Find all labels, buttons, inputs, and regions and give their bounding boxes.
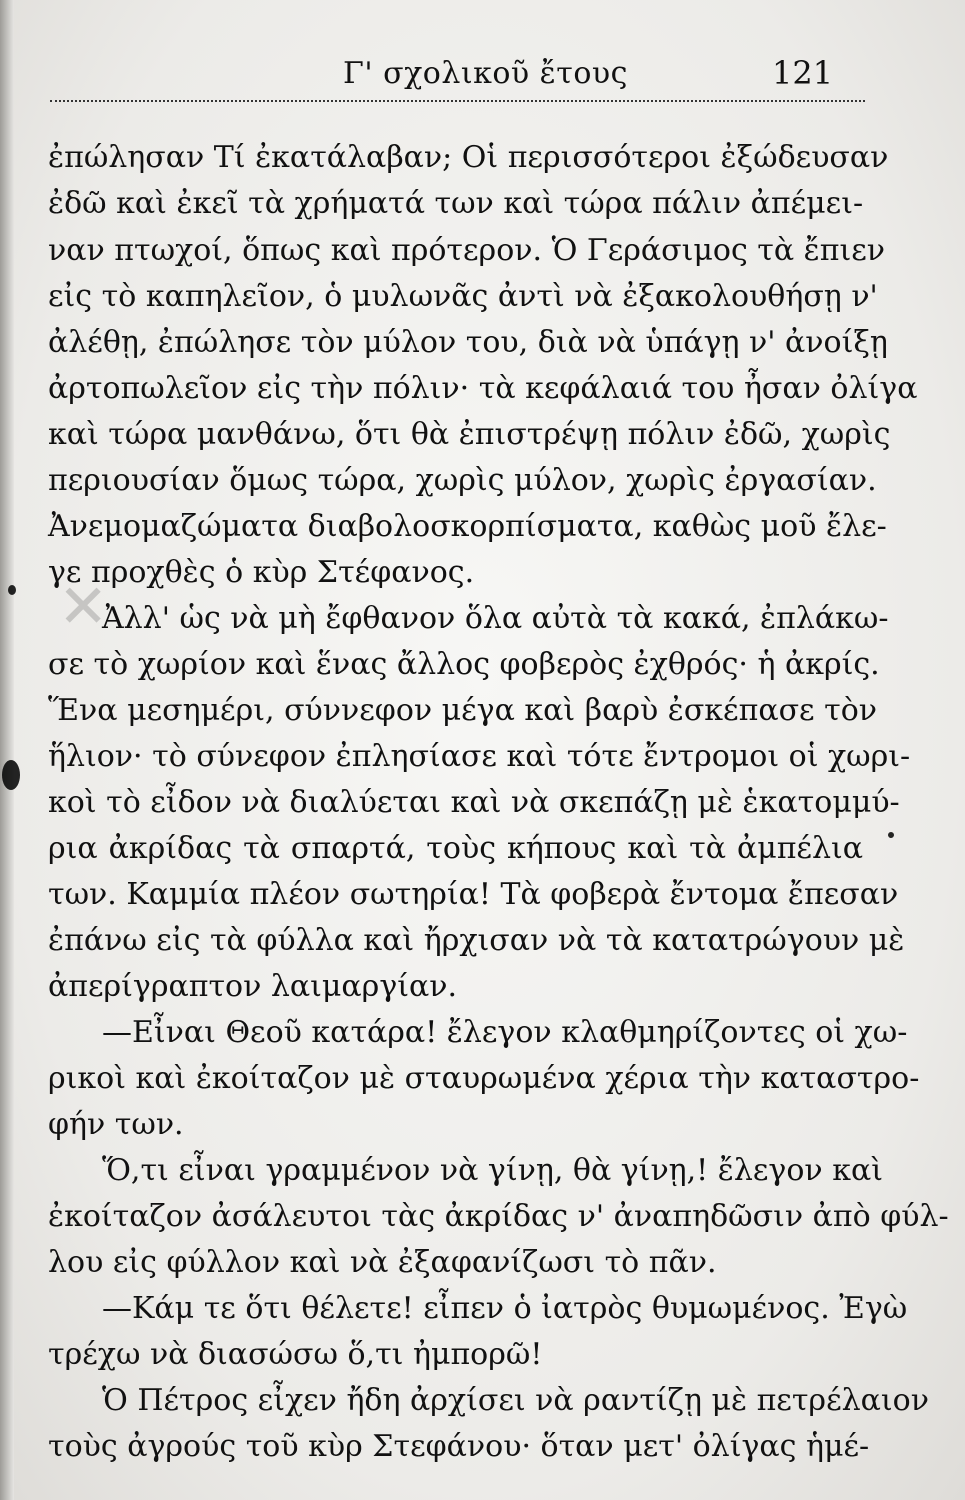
text-line: τοὺς ἀγρούς τοῦ κὺρ Στεφάνου· ὅταν μετ' ὀλίγας ἡμέ-: [48, 1429, 870, 1464]
ink-dot: [8, 585, 16, 595]
ink-smudge: [2, 760, 20, 790]
text-line: ρια ἀκρίδας τὰ σπαρτά, τοὺς κήπους καὶ τὰ ἀμπέλια: [48, 831, 863, 866]
text-line: τρέχω νὰ διασώσω ὅ,τι ἠμπορῶ!: [48, 1337, 543, 1372]
text-line: κοὶ τὸ εἶδον νὰ διαλύεται καὶ νὰ σκεπάζῃ μὲ ἑκατομμύ-: [48, 785, 900, 820]
text-line: ναν πτωχοί, ὅπως καὶ πρότερον. Ὁ Γεράσιμος τὰ ἔπιεν: [48, 233, 886, 268]
text-line: ἥλιον· τὸ σύνεφον ἐπλησίασε καὶ τότε ἔντρομοι οἱ χωρι-: [48, 739, 911, 774]
text-line: καὶ τώρα μανθάνω, ὅτι θὰ ἐπιστρέψῃ πόλιν ἐδῶ, χωρὶς: [48, 417, 891, 452]
text-line: γε προχθὲς ὁ κὺρ Στέφανος.: [48, 555, 475, 590]
ink-dot: [888, 832, 894, 838]
text-line: Ὅ,τι εἶναι γραμμένον νὰ γίνῃ, θὰ γίνῃ,! ἔλεγον καὶ: [102, 1153, 883, 1188]
text-line: φήν των.: [48, 1107, 184, 1142]
text-line: Ἀλλ' ὡς νὰ μὴ ἔφθανον ὅλα αὐτὰ τὰ κακά, ἐπλάκω-: [102, 601, 889, 636]
text-line: ἐδῶ καὶ ἐκεῖ τὰ χρήματά των καὶ τώρα πάλιν ἀπέμει-: [48, 186, 864, 221]
text-line: ἐπάνω εἰς τὰ φύλλα καὶ ἤρχισαν νὰ τὰ κατατρώγουν μὲ: [48, 923, 905, 958]
text-line: ἀπερίγραπτον λαιμαργίαν.: [48, 969, 458, 1004]
text-line: ρικοὶ καὶ ἐκοίταζον μὲ σταυρωμένα χέρια τὴν καταστρο-: [48, 1061, 920, 1096]
text-line: —Κάμ τε ὅτι θέλετε! εἶπεν ὁ ἰατρὸς θυμωμένος. Ἐγὼ: [102, 1291, 908, 1326]
text-line: Ἕνα μεσημέρι, σύννεφον μέγα καὶ βαρὺ ἐσκέπασε τὸν: [48, 693, 878, 728]
text-line: ἀρτοπωλεῖον εἰς τὴν πόλιν· τὰ κεφάλαιά του ἦσαν ὀλίγα: [48, 371, 918, 406]
text-line: σε τὸ χωρίον καὶ ἕνας ἄλλος φοβερὸς ἐχθρός· ἡ ἀκρίς.: [48, 647, 880, 682]
page-number: 121: [772, 54, 834, 92]
text-line: ἐπώλησαν Τί ἐκατάλαβαν; Οἱ περισσότεροι ἐξώδευσαν: [48, 140, 889, 175]
text-line: Ἀνεμομαζώματα διαβολοσκορπίσματα, καθὼς μοῦ ἔλε-: [48, 509, 887, 544]
text-line: —Εἶναι Θεοῦ κατάρα! ἔλεγον κλαθμηρίζοντες οἱ χω-: [102, 1015, 908, 1050]
text-line: Ὁ Πέτρος εἶχεν ἤδη ἀρχίσει νὰ ραντίζῃ μὲ πετρέλαιον: [102, 1383, 929, 1418]
text-line: των. Καμμία πλέον σωτηρία! Τὰ φοβερὰ ἔντομα ἔπεσαν: [48, 877, 899, 912]
text-line: περιουσίαν ὅμως τώρα, χωρὶς μύλον, χωρὶς ἐργασίαν.: [48, 463, 877, 498]
text-line: ἀλέθῃ, ἐπώλησε τὸν μύλον του, διὰ νὰ ὑπάγῃ ν' ἀνοίξῃ: [48, 325, 888, 360]
text-line: λου εἰς φύλλον καὶ νὰ ἐξαφανίζωσι τὸ πᾶν.: [48, 1245, 717, 1280]
faint-show-through-mark: ✕: [58, 572, 109, 642]
text-line: εἰς τὸ καπηλεῖον, ὁ μυλωνᾶς ἀντὶ νὰ ἐξακολουθήσῃ ν': [48, 279, 878, 314]
running-title: Γ' σχολικοῦ ἔτους: [343, 56, 628, 91]
text-line: ἐκοίταζον ἀσάλευτοι τὰς ἀκρίδας ν' ἀναπηδῶσιν ἀπὸ φύλ-: [48, 1199, 949, 1234]
